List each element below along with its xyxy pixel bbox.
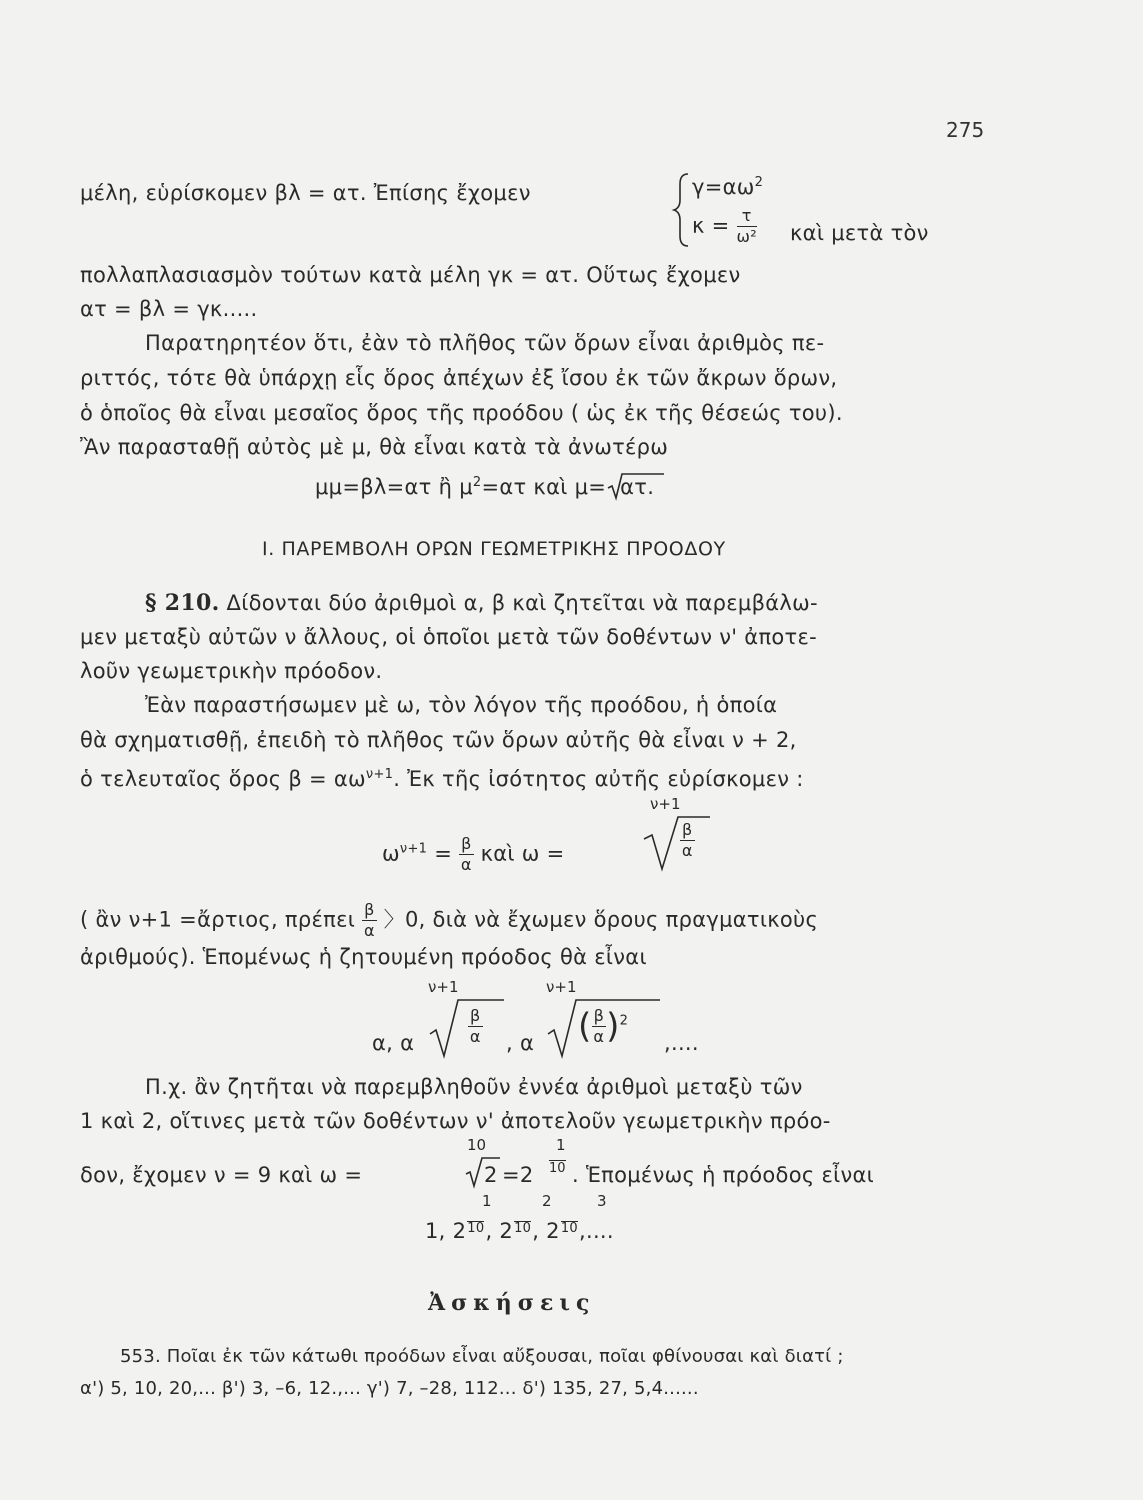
text-line: ατ = βλ = γκ..... (80, 297, 258, 321)
section-label: § 210. (145, 590, 220, 616)
formula-exponent: 2 (472, 475, 482, 490)
exponent-fraction (549, 1160, 566, 1175)
fraction-numerator: τ (737, 208, 757, 227)
text-part: . Ἐκ τῆς ἰσότητος αὐτῆς εὑρίσκομεν : (393, 767, 804, 791)
formula-part: =ατ καὶ μ= (481, 475, 607, 499)
fraction-numerator: β (682, 820, 693, 839)
omega: ω (382, 841, 400, 866)
root-paren-fraction (578, 1008, 628, 1045)
fraction (680, 822, 695, 859)
text-part: δον, ἔχομεν ν = 9 καὶ ω = (80, 1163, 363, 1187)
exponent-numerator: 2 (542, 1192, 552, 1210)
root-index: 10 (467, 1136, 487, 1154)
curly-brace (674, 170, 694, 250)
brace-top-exp: 2 (754, 175, 764, 190)
text-line: Παρατηρητέον ὅτι, ἐὰν τὸ πλῆθος τῶν ὅρων εἶναι ἀριθμὸς πε- (145, 331, 825, 355)
formula-omega (382, 836, 565, 873)
exponent-denominator: 10 (467, 1221, 485, 1236)
right-paren: ) (606, 1006, 620, 1047)
root-index: ν+1 (546, 978, 577, 996)
text-line: Π.χ. ἂν ζητῆται νὰ παρεμβληθοῦν ἐννέα ἀριθμοὶ μεταξὺ τῶν (145, 1075, 803, 1099)
text-line: μεν μεταξὺ αὐτῶν ν ἄλλους, οἱ ὁποῖοι μετὰ τῶν δοθέντων ν' ἀποτε- (80, 625, 818, 649)
formula-start: α, α (372, 1031, 415, 1055)
text-line: ριττός, τότε θὰ ὑπάρχῃ εἷς ὅρος ἀπέχων ἐξ ἴσου ἐκ τῶν ἄκρων ὅρων, (80, 366, 838, 390)
brace-bottom-k: κ = (692, 213, 730, 238)
exponent-numerator: 1 (556, 1136, 566, 1154)
formula4-line (425, 1218, 614, 1244)
sqrt-expression (606, 474, 654, 500)
left-paren: ( (578, 1006, 592, 1047)
fraction (592, 1008, 607, 1045)
exponent-denominator: 10 (560, 1221, 578, 1236)
text-part: 〉0, διὰ νὰ ἔχωμεν ὅρους πραγματικοὺς (383, 907, 819, 932)
text-line: ἀριθμούς). Ἑπομένως ἡ ζητουμένη πρόοδος θὰ εἶναι (80, 945, 647, 969)
fraction-numerator: β (593, 1006, 605, 1025)
brace-bottom-eq (692, 208, 757, 245)
root-index: ν+1 (650, 795, 681, 813)
fraction-denominator: α (681, 841, 693, 860)
fraction (362, 902, 377, 939)
fraction (459, 836, 474, 873)
root-index: ν+1 (428, 978, 459, 996)
text-part: ὁ τελευταῖος ὅρος β = αω (80, 767, 366, 791)
text-line: λοῦν γεωμετρικὴν πρόοδον. (80, 659, 383, 683)
fraction-numerator: β (364, 900, 375, 919)
exponent-numerator: 3 (597, 1192, 607, 1210)
root-sign (642, 815, 712, 875)
text-line: μέλη, εὑρίσκομεν βλ = ατ. Ἐπίσης ἔχομεν (80, 181, 531, 205)
fraction-denominator: α (363, 921, 375, 940)
text-part: . Ἑπομένως ἡ πρόοδος εἶναι (572, 1163, 875, 1187)
formula-comma: , α (506, 1031, 535, 1055)
exercise-553: 553. Ποῖαι ἐκ τῶν κάτωθι προόδων εἶναι αὔξουσαι, ποῖαι φθίνουσαι καὶ διατί ; (120, 1346, 844, 1367)
sqrt-radicand: 2 (484, 1163, 498, 1187)
sqrt-sign (606, 472, 666, 502)
text-line: Ἂν παρασταθῇ αὐτὸς μὲ μ, θὰ εἶναι κατὰ τὰ ἀνωτέρω (80, 435, 669, 459)
page-number: 275 (946, 118, 985, 142)
section-210-line1 (145, 590, 818, 616)
exercises-title: Ἀσκήσεις (428, 1290, 596, 1316)
fraction-numerator: β (470, 1006, 481, 1025)
exercise-553-items: α') 5, 10, 20,... β') 3, –6, 12.,... γ') 7, –28, 112... δ') 135, 27, 5,4...... (80, 1378, 699, 1399)
root-fraction (680, 822, 695, 859)
formula-mean (315, 470, 654, 500)
fraction-numerator: β (461, 834, 472, 853)
text-line: 1 καὶ 2, οἵτινες μετὰ τῶν δοθέντων ν' ἀποτελοῦν γεωμετρικὴν πρόο- (80, 1109, 831, 1133)
text-part: , 2 (485, 1219, 514, 1243)
power-base: =2 (502, 1163, 534, 1187)
fraction (737, 208, 757, 245)
formula-tail: ,.... (664, 1031, 699, 1055)
root-fraction (468, 1008, 483, 1045)
text-line: καὶ μετὰ τὸν (790, 221, 929, 245)
text-part: 1, 2 (425, 1219, 467, 1243)
fraction-denominator: α (593, 1027, 605, 1046)
fraction-denominator: ω² (736, 227, 757, 246)
para2-line3 (80, 762, 804, 792)
text-line: ὁ ὁποῖος θὰ εἶναι μεσαῖος ὅρος τῆς προόδου ( ὡς ἐκ τῆς θέσεώς του). (80, 401, 843, 425)
text-line: θὰ σχηματισθῇ, ἐπειδὴ τὸ πλῆθος τῶν ὅρων αὐτῆς θὰ εἶναι ν + 2, (80, 728, 797, 752)
exponent-numerator: 1 (482, 1192, 492, 1210)
equals: = (434, 841, 453, 866)
text-part: ( ἂν ν+1 =ἄρτιος, πρέπει (80, 907, 356, 932)
formula-part: μμ=βλ=ατ ἢ μ (315, 475, 473, 499)
section-heading: Ι. ΠΑΡΕΜΒΟΛΗ ΟΡΩΝ ΓΕΩΜΕΤΡΙΚΗΣ ΠΡΟΟΔΟΥ (262, 538, 726, 560)
brace-top-text: γ=αω (692, 175, 755, 199)
exponent: 2 (619, 1013, 629, 1029)
exponent: ν+1 (365, 767, 394, 782)
text-part: , 2 (532, 1219, 560, 1243)
fraction-denominator: α (460, 855, 472, 874)
fraction (468, 1008, 483, 1045)
text-part: καὶ ω = (480, 841, 565, 866)
omega-exponent: ν+1 (399, 841, 428, 857)
brace-top-eq (692, 170, 763, 200)
exponent-denominator: 10 (549, 1161, 566, 1176)
sqrt-radicand: ατ. (620, 475, 655, 499)
text-part: ,.... (579, 1219, 614, 1243)
para4-line3 (80, 1162, 362, 1188)
text-line: πολλαπλασιασμὸν τούτων κατὰ μέλη γκ = ατ. Οὕτως ἔχομεν (80, 263, 741, 287)
text-line: Δίδονται δύο ἀριθμοὶ α, β καὶ ζητεῖται νὰ παρεμβάλω- (226, 591, 818, 615)
fraction-denominator: α (469, 1027, 481, 1046)
exponent-denominator: 10 (514, 1221, 532, 1236)
para3-line1 (80, 902, 818, 939)
text-line: Ἐὰν παραστήσωμεν μὲ ω, τὸν λόγον τῆς προόδου, ἡ ὁποία (145, 693, 778, 717)
